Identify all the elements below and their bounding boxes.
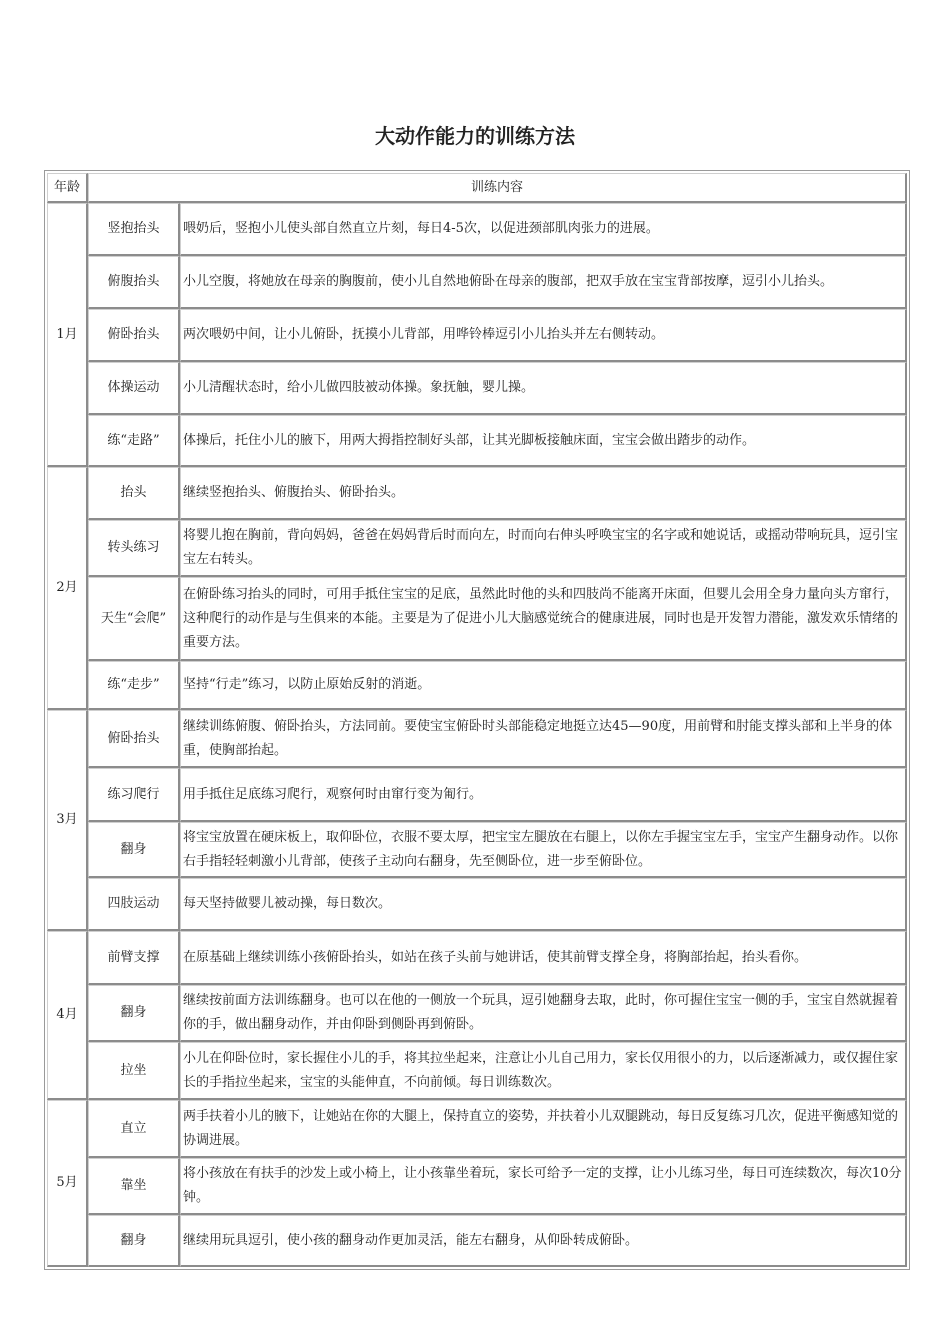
training-item-name: 俯卧抬头 bbox=[88, 309, 180, 362]
description-text: 喂奶后，竖抱小儿使头部自然直立片刻，每日4-5次，以促进颈部肌肉张力的进展。 bbox=[183, 221, 659, 236]
age-cell: 1月 bbox=[47, 203, 88, 467]
training-item-description bbox=[180, 1215, 907, 1267]
training-item-name: 练“走路” bbox=[88, 415, 180, 467]
training-item-name: 练“走步” bbox=[88, 661, 180, 710]
training-item-description bbox=[180, 520, 907, 577]
training-item-description bbox=[180, 931, 907, 985]
description-text: 小儿空腹，将她放在母亲的胸腹前，使小儿自然地俯卧在母亲的腹部，把双手放在宝宝背部按摩，逗引小儿抬头。 bbox=[183, 274, 834, 289]
training-item-description bbox=[180, 878, 907, 931]
training-item-description bbox=[180, 256, 907, 309]
training-item-name: 练习爬行 bbox=[88, 768, 180, 822]
training-item-description bbox=[180, 1042, 907, 1100]
page-title: 大动作能力的训练方法 bbox=[375, 124, 575, 148]
header-content: 训练内容 bbox=[88, 173, 907, 203]
description-text: 两次喂奶中间，让小儿俯卧，抚摸小儿背部，用哗铃棒逗引小儿抬头并左右侧转动。 bbox=[183, 327, 665, 342]
training-item-description bbox=[180, 1158, 907, 1215]
training-item-name: 体操运动 bbox=[88, 362, 180, 415]
training-item-name: 拉坐 bbox=[88, 1042, 180, 1100]
description-text: 将婴儿抱在胸前，背向妈妈，爸爸在妈妈背后时而向左，时而向右伸头呼唤宝宝的名字或和她说话，或摇动带响玩具，逗引宝宝左右转头。 bbox=[183, 528, 899, 567]
header-age: 年龄 bbox=[47, 173, 88, 203]
description-text: 将宝宝放置在硬床板上，取仰卧位，衣服不要太厚，把宝宝左腿放在右腿上，以你左手握宝宝左手，宝宝产生翻身动作。以你右手指轻轻刺激小儿背部，使孩子主动向右翻身，先至侧卧位，进一步至俯卧位。 bbox=[183, 829, 899, 869]
training-item-name: 前臂支撑 bbox=[88, 931, 180, 985]
training-item-description bbox=[180, 362, 907, 415]
training-item-name: 竖抱抬头 bbox=[88, 203, 180, 256]
age-cell: 4月 bbox=[47, 931, 88, 1100]
description-text: 坚持“行走”练习，以防止原始反射的消逝。 bbox=[183, 677, 431, 692]
description-text: 将小孩放在有扶手的沙发上或小椅上，让小孩靠坐着玩，家长可给予一定的支撑，让小儿练习坐，每日可连续数次，每次10分钟。 bbox=[183, 1166, 902, 1205]
training-item-name: 俯腹抬头 bbox=[88, 256, 180, 309]
training-item-description bbox=[180, 710, 907, 768]
training-item-name: 抬头 bbox=[88, 467, 180, 520]
training-item-description bbox=[180, 577, 907, 661]
description-text: 用手抵住足底练习爬行，观察何时由窜行变为匍行。 bbox=[183, 786, 483, 802]
training-item-name: 翻身 bbox=[88, 985, 180, 1042]
description-text: 继续用玩具逗引，使小孩的翻身动作更加灵活，能左右翻身，从仰卧转成俯卧。 bbox=[183, 1232, 639, 1248]
training-item-description bbox=[180, 203, 907, 256]
training-item-description bbox=[180, 1100, 907, 1158]
description-text: 继续竖抱抬头、俯腹抬头、俯卧抬头。 bbox=[183, 485, 405, 500]
training-item-description bbox=[180, 309, 907, 362]
description-text: 在原基础上继续训练小孩俯卧抬头，如站在孩子头前与她讲话，使其前臂支撑全身，将胸部抬起，抬头看你。 bbox=[183, 949, 808, 965]
age-cell: 5月 bbox=[47, 1100, 88, 1267]
description-text: 小儿清醒状态时，给小儿做四肢被动体操。象抚触，婴儿操。 bbox=[183, 380, 535, 395]
training-item-name: 天生“会爬” bbox=[88, 577, 180, 661]
training-item-name: 转头练习 bbox=[88, 520, 180, 577]
description-text: 继续按前面方法训练翻身。也可以在他的一侧放一个玩具，逗引她翻身去取，此时，你可握住宝宝一侧的手，宝宝自然就握着你的手，做出翻身动作，并由仰卧到侧卧再到俯卧。 bbox=[183, 993, 899, 1032]
description-text: 两手扶着小儿的腋下，让她站在你的大腿上，保持直立的姿势，并扶着小儿双腿跳动，每日反复练习几次，促进平衡感知觉的协调进展。 bbox=[183, 1108, 899, 1148]
training-item-name: 直立 bbox=[88, 1100, 180, 1158]
training-item-description bbox=[180, 467, 907, 520]
description-text: 继续训练俯腹、俯卧抬头，方法同前。要使宝宝俯卧时头部能稳定地挺立达45—90度，用前臂和肘能支撑头部和上半身的体重，使胸部抬起。 bbox=[183, 718, 893, 758]
training-item-description bbox=[180, 985, 907, 1042]
description-text: 在俯卧练习抬头的同时，可用手抵住宝宝的足底，虽然此时他的头和四肢尚不能离开床面，但婴儿会用全身力量向头方窜行，这种爬行的动作是与生俱来的本能。主要是为了促进小儿大脑感觉统合的健康进展，同时也是开发智力潜能，激发欢乐情绪的重要方法。 bbox=[183, 586, 899, 650]
description-text: 每天坚持做婴儿被动操，每日数次。 bbox=[183, 896, 392, 911]
age-cell: 3月 bbox=[47, 710, 88, 931]
description-text: 体操后，托住小儿的腋下，用两大拇指控制好头部，让其光脚板接触床面，宝宝会做出踏步的动作。 bbox=[183, 432, 756, 448]
description-text: 小儿在仰卧位时，家长握住小儿的手，将其拉坐起来，注意让小儿自己用力，家长仅用很小的力，以后逐渐减力，或仅握住家长的手指拉坐起来，宝宝的头能伸直，不向前倾。每日训练数次。 bbox=[183, 1050, 899, 1090]
age-cell: 2月 bbox=[47, 467, 88, 710]
training-item-description bbox=[180, 661, 907, 710]
training-item-name: 靠坐 bbox=[88, 1158, 180, 1215]
training-item-description bbox=[180, 822, 907, 878]
training-item-description bbox=[180, 768, 907, 822]
training-item-description bbox=[180, 415, 907, 467]
training-item-name: 四肢运动 bbox=[88, 878, 180, 931]
training-item-name: 俯卧抬头 bbox=[88, 710, 180, 768]
training-item-name: 翻身 bbox=[88, 1215, 180, 1267]
training-item-name: 翻身 bbox=[88, 822, 180, 878]
